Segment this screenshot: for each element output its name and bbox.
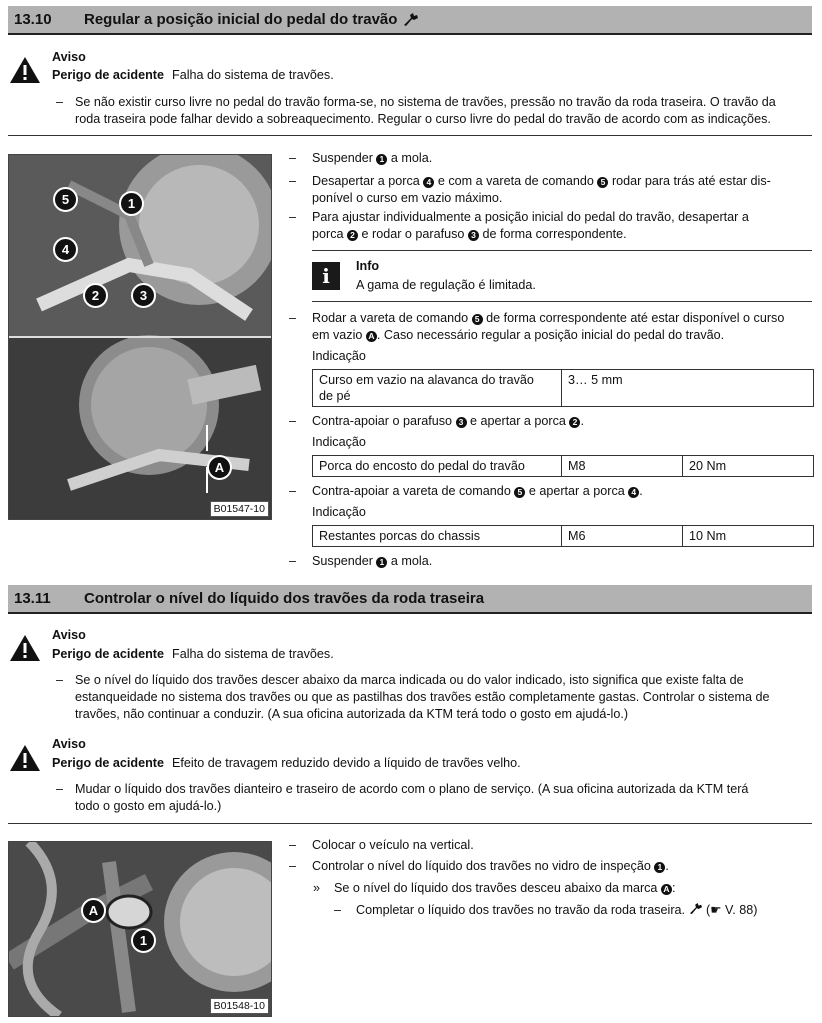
dash-bullet: – <box>56 673 64 687</box>
warning-text: Falha do sistema de travões. <box>172 647 334 661</box>
spec-table-chassis-nuts <box>312 525 814 547</box>
indication-label: Indicação <box>312 505 366 519</box>
step-text: a mola. <box>390 554 433 568</box>
section-number: 13.11 <box>14 590 51 607</box>
condition-below-mark <box>334 880 675 897</box>
ref-number-3: 3 <box>468 230 479 241</box>
step-text: Rodar a vareta de comando <box>312 311 469 325</box>
step-rotate-rod <box>312 310 784 327</box>
table-cell: Porca do encosto do pedal do travão <box>313 456 562 477</box>
divider <box>312 301 812 302</box>
divider <box>312 250 812 251</box>
step-text: : <box>671 881 676 895</box>
table-cell-line: de pé <box>319 389 351 403</box>
dash-bullet: – <box>334 903 342 917</box>
ref-number-2: 2 <box>347 230 358 241</box>
step-text: . Caso necessário regular a posição inicial do pedal do travão. <box>376 328 725 342</box>
warning-label: Perigo de acidente <box>52 68 164 82</box>
warning-heading: Aviso <box>52 628 86 642</box>
wrench-icon <box>403 13 419 27</box>
warning-bullet-line: travões, não continuar a conduzir. (A sua oficina autorizada da KTM terá todo o gosto em ajudá-lo.) <box>75 707 629 721</box>
step-text: de forma correspondente até estar disponível o curso <box>486 311 785 325</box>
step-suspend-spring-final <box>312 553 432 570</box>
info-icon: i <box>312 262 340 290</box>
warning-label: Perigo de acidente <box>52 756 164 770</box>
warning-triangle-icon <box>8 55 42 85</box>
step-text: Contra-apoiar o parafuso <box>312 414 453 428</box>
photo-caption: B01547-10 <box>210 501 269 517</box>
step-text: . <box>665 859 669 873</box>
step-adjust-screw <box>312 226 627 243</box>
step-text: a mola. <box>390 151 433 165</box>
step-tighten-nut <box>312 413 584 430</box>
step-text: Controlar o nível do líquido dos travões no vidro de inspeção <box>312 859 651 873</box>
ref-number-1: 1 <box>654 862 665 873</box>
step-text: Para ajustar individualmente a posição inicial do pedal do travão, desapertar a <box>312 210 749 224</box>
warning-heading: Aviso <box>52 50 86 64</box>
warning-bullet-line: Se não existir curso livre no pedal do travão forma-se, no sistema de travões, pressão no travão da roda traseira. O travão da <box>75 95 776 109</box>
ref-number-1: 1 <box>376 154 387 165</box>
step-text: porca <box>312 227 344 241</box>
indication-label: Indicação <box>312 435 366 449</box>
step-text: . <box>580 414 584 428</box>
warning-text: Efeito de travagem reduzido devido a líquido de travões velho. <box>172 756 521 770</box>
section-header-13-11 <box>8 585 812 614</box>
step-text: Suspender <box>312 151 373 165</box>
marker-1: 1 <box>119 191 144 216</box>
ref-letter-A: A <box>366 331 377 342</box>
table-cell: Restantes porcas do chassis <box>313 526 562 547</box>
brake-fluid-photo <box>8 841 272 1017</box>
warning-label: Perigo de acidente <box>52 647 164 661</box>
ref-number-4: 4 <box>423 177 434 188</box>
divider <box>8 135 812 136</box>
spec-table-pedal-stop-nut <box>312 455 814 477</box>
ref-number-2: 2 <box>569 417 580 428</box>
step-text: e apertar a porca <box>470 414 566 428</box>
ref-number-4: 4 <box>628 487 639 498</box>
dash-bullet: – <box>289 838 297 852</box>
dash-bullet: – <box>289 151 297 165</box>
indication-label: Indicação <box>312 349 366 363</box>
warning-triangle-icon <box>8 633 42 663</box>
step-top-up-fluid <box>356 902 757 919</box>
ref-letter-A: A <box>661 884 672 895</box>
warning-triangle-icon <box>8 743 42 773</box>
warning-bullet-line: todo o gosto em ajudá-lo.) <box>75 799 222 813</box>
table-cell: 20 Nm <box>683 456 814 477</box>
step-text: Completar o líquido dos travões no travão da roda traseira. <box>356 903 686 917</box>
warning-bullet-line: Se o nível do líquido dos travões descer abaixo da marca indicada ou do valor indicado, isto significa que existe falta de <box>75 673 744 687</box>
ref-number-3: 3 <box>456 417 467 428</box>
marker-2: 2 <box>83 283 108 308</box>
section-number: 13.10 <box>14 11 52 28</box>
dash-bullet: – <box>56 782 64 796</box>
marker-5: 5 <box>53 187 78 212</box>
step-suspend-spring <box>312 150 432 167</box>
step-text: Suspender <box>312 554 373 568</box>
ref-number-5: 5 <box>514 487 525 498</box>
step-text: rodar para trás até estar dis- <box>611 174 771 188</box>
step-text: Se o nível do líquido dos travões desceu abaixo da marca <box>334 881 658 895</box>
table-cell-line: Curso em vazio na alavanca do travão <box>319 373 534 387</box>
dash-bullet: – <box>289 174 297 188</box>
info-text: A gama de regulação é limitada. <box>356 278 536 292</box>
dash-bullet: – <box>289 311 297 325</box>
photo-caption: B01548-10 <box>210 998 269 1014</box>
marker-3: 3 <box>131 283 156 308</box>
section-title: Regular a posição inicial do pedal do travão <box>84 11 398 28</box>
warning-bullet-line: estanqueidade no sistema dos travões ou que as pastilhas dos travões estão completamente gastas. Controlar o sistema de <box>75 690 770 704</box>
spec-table-free-travel <box>312 369 814 407</box>
warning-bullet-line: roda traseira pode falhar devido a sobreaquecimento. Regular o curso livre do pedal do travão de acordo com as indicações. <box>75 112 771 126</box>
step-text: Desapertar a porca <box>312 174 420 188</box>
table-cell <box>313 370 562 407</box>
dash-bullet: – <box>289 484 297 498</box>
dash-bullet: – <box>56 95 64 109</box>
section-header-13-10 <box>8 6 812 35</box>
section-title: Controlar o nível do líquido dos travões da roda traseira <box>84 590 485 607</box>
ref-number-1: 1 <box>376 557 387 568</box>
step-text: e com a vareta de comando <box>437 174 594 188</box>
table-cell: 10 Nm <box>683 526 814 547</box>
info-heading: Info <box>356 259 380 273</box>
table-row <box>313 456 814 477</box>
step-text: ponível o curso em vazio máximo. <box>312 191 503 205</box>
table-row <box>313 370 814 407</box>
step-text: e apertar a porca <box>528 484 625 498</box>
wrench-icon <box>689 903 703 915</box>
dash-bullet: – <box>289 859 297 873</box>
brake-pedal-photo <box>8 154 272 520</box>
divider <box>8 823 812 824</box>
dash-bullet: – <box>289 414 297 428</box>
dash-bullet: – <box>289 210 297 224</box>
marker-A: A <box>207 455 232 480</box>
dash-bullet: – <box>289 554 297 568</box>
step-text: e rodar o parafuso <box>361 227 465 241</box>
step-free-travel <box>312 327 724 344</box>
step-text: de forma correspondente. <box>482 227 627 241</box>
marker-1: 1 <box>131 928 156 953</box>
warning-text: Falha do sistema de travões. <box>172 68 334 82</box>
step-check-fluid-level <box>312 858 669 875</box>
page-reference: (☛ V. 88) <box>706 903 758 917</box>
step-text: . <box>639 484 643 498</box>
table-cell: 3… 5 mm <box>562 370 814 407</box>
marker-4: 4 <box>53 237 78 262</box>
step-loosen-nut <box>312 173 771 190</box>
step-text: Colocar o veículo na vertical. <box>312 838 474 852</box>
step-text: em vazio <box>312 328 363 342</box>
arrow-bullet: » <box>313 881 321 895</box>
table-cell: M6 <box>562 526 683 547</box>
table-row <box>313 526 814 547</box>
ref-number-5: 5 <box>472 314 483 325</box>
warning-bullet-line: Mudar o líquido dos travões dianteiro e traseiro de acordo com o plano de serviço. (A sua oficina autorizada da KTM terá <box>75 782 749 796</box>
table-cell: M8 <box>562 456 683 477</box>
step-tighten-rod <box>312 483 643 500</box>
marker-A: A <box>81 898 106 923</box>
warning-heading: Aviso <box>52 737 86 751</box>
ref-number-5: 5 <box>597 177 608 188</box>
step-text: Contra-apoiar a vareta de comando <box>312 484 511 498</box>
